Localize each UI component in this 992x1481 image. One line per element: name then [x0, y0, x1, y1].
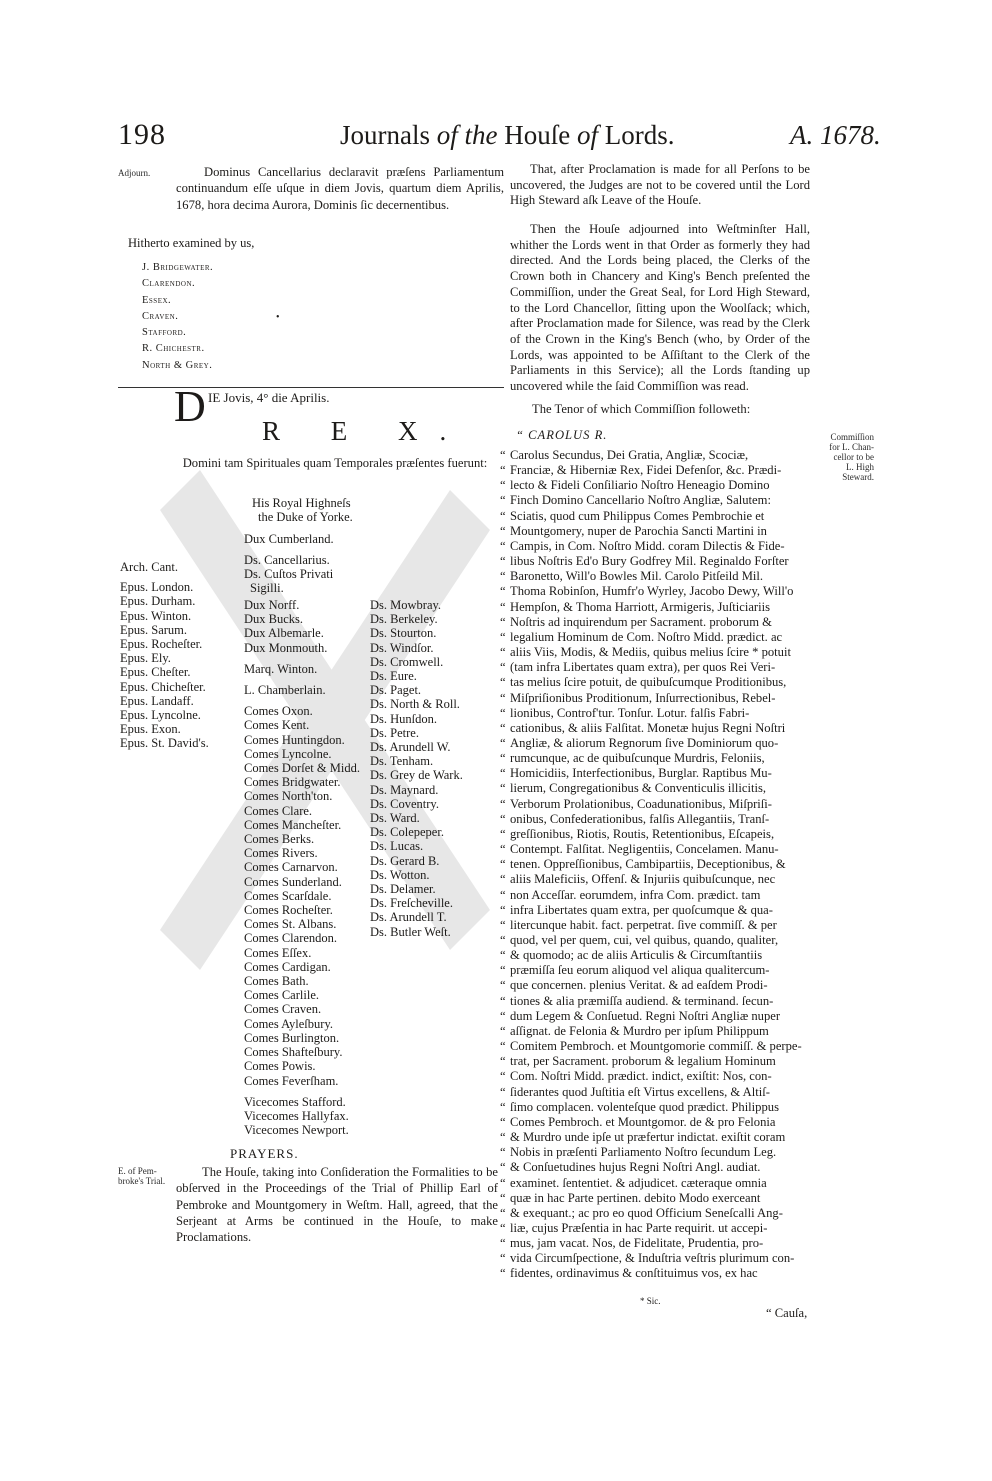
earl: Comes Scarſdale. — [244, 888, 332, 903]
drop-cap: D — [174, 382, 206, 431]
commission-line-text: Com. Noſtri Midd. prædict. indict, exiſtit: Nos, con- — [510, 1069, 772, 1084]
commission-line — [500, 1160, 812, 1175]
footnote: * Sic. — [640, 1296, 661, 1306]
earl: Comes Berks. — [244, 832, 315, 847]
commission-line — [500, 645, 812, 660]
quote-mark: “ — [500, 993, 506, 1008]
commission-line — [500, 448, 812, 463]
baron: Ds. Windſor. — [370, 640, 434, 655]
quote-mark: “ — [500, 448, 506, 462]
commission-line-text: onibus, Confederationibus, falſis Allegantiis, Tranſ- — [510, 811, 770, 826]
title-journals: Journals — [340, 120, 430, 150]
commission-line — [500, 615, 812, 630]
commission-line — [500, 1221, 812, 1236]
commission-line — [500, 857, 812, 872]
quote-mark: “ — [500, 766, 506, 781]
quote-mark: “ — [500, 978, 506, 993]
margin-commission-line-5: Steward. — [842, 472, 874, 482]
signature-3: Essex. — [142, 294, 172, 306]
quote-mark: “ — [500, 690, 506, 705]
quote-mark: “ — [500, 463, 506, 478]
baron: Ds. Maynard. — [370, 782, 439, 797]
quote-mark: “ — [500, 887, 506, 902]
carolus-heading: “ CAROLUS R. — [516, 428, 608, 442]
commission-line-text: Angliæ, & aliorum Regnorum ſive Dominiorum quo- — [510, 735, 779, 750]
quote-mark: “ — [500, 1039, 506, 1054]
commission-line — [500, 554, 812, 569]
quote-mark: “ — [500, 554, 506, 569]
commission-line-text: quod, vel per quem, cui, vel quibus, quando, qualiter, — [510, 933, 779, 947]
commission-line — [500, 539, 812, 554]
commission-line — [500, 1236, 812, 1251]
quote-mark: “ — [500, 917, 506, 932]
bishop: Epus. Durham. — [120, 594, 196, 609]
quote-mark: “ — [500, 1160, 506, 1175]
commission-line — [500, 948, 812, 963]
signature-6: R. Chichestr. — [142, 343, 205, 355]
baron: Ds. Butler Weſt. — [370, 924, 451, 939]
commission-line — [500, 463, 812, 478]
quote-mark: “ — [500, 781, 506, 796]
commission-line — [500, 1251, 812, 1266]
bishop: Epus. Ely. — [120, 651, 171, 666]
commission-line — [500, 478, 812, 493]
custos-line-2: Sigilli. — [250, 581, 284, 596]
quote-mark: “ — [500, 1205, 506, 1220]
quote-mark: “ — [500, 523, 506, 538]
quote-mark: “ — [500, 811, 506, 826]
baron: Ds. Mowbray. — [370, 598, 442, 612]
quote-mark: “ — [500, 1084, 506, 1099]
running-title — [340, 120, 675, 151]
quote-mark: “ — [500, 478, 506, 493]
commission-line — [500, 1266, 812, 1281]
right-paragraph-1: That, after Proclamation is made for all Perſons to be uncovered, the Judges are not to be covered until the Lord High Steward aſk Leave of the Houſe. — [510, 162, 810, 208]
signature-4: Craven. — [142, 310, 179, 322]
earl: Comes Ayleſbury. — [244, 1016, 334, 1031]
commission-line-text: liæ, cujus Præſentia in hac Parte requirit. ut accepi- — [510, 1220, 768, 1235]
commission-line — [500, 524, 812, 539]
viscount: Vicecomes Newport. — [244, 1123, 349, 1138]
commission-line-text: lionibus, Controf'tur. Tonſur. Lotur. falſis Fabri- — [510, 705, 750, 720]
commission-line-text: tas melius ſcire potuit, de quibuſcumque Proditionibus, — [510, 675, 787, 690]
commission-line — [500, 1069, 812, 1084]
commission-line-text: que concernen. plenius Veritat. & ad eaſdem Prodi- — [510, 978, 768, 993]
earl: Comes Powis. — [244, 1059, 316, 1074]
commission-line — [500, 630, 812, 645]
earl: Comes Burlington. — [244, 1030, 340, 1045]
commission-line-text: Contempt. Falſitat. Negligentiis, Concelamen. Manu- — [510, 842, 779, 857]
quote-mark: “ — [500, 660, 506, 675]
stray-mark: • — [276, 312, 280, 323]
commission-line-text: Homicidiis, Interfectionibus, Burglar. Raptibus Mu- — [510, 766, 772, 781]
quote-mark: “ — [500, 1175, 506, 1190]
quote-mark: “ — [500, 599, 506, 614]
commission-line — [500, 903, 812, 918]
commission-line-text: mus, jam vacat. Nos, de Fidelitate, Prudentia, pro- — [510, 1236, 764, 1251]
baron: Ds. Stourton. — [370, 626, 437, 641]
royal-line-2: the Duke of Yorke. — [258, 510, 353, 525]
earl: Comes Bridgwater. — [244, 775, 341, 790]
baron: Ds. Lucas. — [370, 839, 424, 854]
commission-line-text: infra Libertates quam extra, per quoſcumque & qua- — [510, 902, 773, 917]
quote-mark: “ — [500, 963, 506, 978]
earl: Comes Carnarvon. — [244, 860, 338, 875]
bishops-column — [120, 560, 209, 751]
commission-line — [500, 933, 812, 948]
earl: Comes Carlile. — [244, 988, 319, 1003]
margin-commission-line-3: cellor to be — [833, 452, 874, 462]
bishop: Epus. Cheſter. — [120, 665, 191, 680]
commission-line-text: Campis, in Com. Noſtro Midd. coram Dilectis & Fide- — [510, 538, 785, 553]
margin-commission — [816, 432, 874, 482]
commission-line-text: (tam infra Libertates quam extra), per quos Rei Veri- — [510, 660, 776, 675]
cancellarius: Ds. Cancellarius. — [244, 553, 330, 567]
commission-line — [500, 675, 812, 690]
baron: Ds. Berkeley. — [370, 612, 438, 627]
bishop: Epus. Chicheſter. — [120, 679, 206, 694]
quote-mark: “ — [500, 1008, 506, 1023]
title-house: Houſe — [504, 120, 571, 150]
commission-line — [500, 1100, 812, 1115]
earl: Comes St. Albans. — [244, 917, 337, 932]
quote-mark: “ — [500, 1145, 506, 1160]
prayers-paragraph: The Houſe, taking into Conſideration the Formalities to be obſerved in the Proceedings of the Trial of Phillip Earl of Pembroke and Mountgomery in Weſtm. Hall, agreed, that the Serjeant at Arms be continued in the Houſe, to make Proclamations. — [176, 1165, 498, 1245]
quote-mark: “ — [500, 508, 506, 523]
royal-block — [252, 496, 353, 524]
bishop: Arch. Cant. — [120, 560, 178, 574]
earl: Comes Huntingdon. — [244, 732, 345, 747]
baron: Ds. Colepeper. — [370, 825, 444, 840]
commission-line — [500, 660, 812, 675]
earl: Comes Feverſham. — [244, 1073, 339, 1088]
commission-line-text: cationibus, & aliis Falſitat. Monetæ hujus Regni Noſtri — [510, 720, 786, 735]
rex-heading: R E X. — [262, 416, 469, 446]
signature-7: North & Grey. — [142, 359, 213, 371]
earl: Comes Eſſex. — [244, 945, 312, 960]
commission-line-text: aliis Viis, Modis, & Mediis, quibus melius ſcire * potuit — [510, 645, 791, 660]
commission-line-text: libus Noſtris Ed'o Bury Godfrey Mil. Reginaldo Forſter — [510, 554, 789, 569]
title-lords: Lords. — [604, 120, 675, 150]
title-of: of — [576, 120, 598, 150]
dux-cumberland: Dux Cumberland. — [244, 532, 334, 546]
baron: Ds. Arundell T. — [370, 910, 447, 925]
tenor-line: The Tenor of which Commiſſion followeth: — [532, 402, 751, 416]
commission-line-text: dum Legem & Conſuetud. Regni Noſtri Angliæ nuper — [510, 1008, 781, 1023]
commission-line — [500, 1206, 812, 1221]
commission-line-text: & quomodo; ac de aliis Articulis & Circumſtantiis — [510, 948, 763, 963]
signature-1: J. Bridgewater. — [142, 262, 214, 273]
bishop: Epus. Exon. — [120, 722, 181, 737]
commission-line-text: aſſignat. de Felonia & Murdro per ipſum Philippum — [510, 1023, 769, 1038]
commission-line-text: & Conſuetudines hujus Regni Noſtri Angl. audiat. — [510, 1160, 761, 1175]
commission-line-text: Hempſon, & Thoma Harriott, Armigeris, Juſticiariis — [510, 599, 770, 614]
commission-line-text: Comes Pembroch. et Mountgomor. de & pro Felonia — [510, 1114, 776, 1129]
commission-line-text: Verborum Prolationibus, Coadunationibus, Miſpriſi- — [510, 796, 773, 811]
quote-mark: “ — [500, 645, 506, 660]
commission-line — [500, 751, 812, 766]
commission-line-text: tenen. Oppreſſionibus, Cambipartiis, Deceptionibus, & — [510, 857, 786, 872]
margin-commission-line-1: Commiſſion — [830, 432, 874, 442]
commission-line — [500, 797, 812, 812]
quote-mark: “ — [500, 842, 506, 857]
margin-trial-line-1: E. of Pem- — [118, 1166, 157, 1176]
quote-mark: “ — [500, 826, 506, 841]
commission-line-text: Nobis in præſenti Parliamento Noſtro ſecundum Leg. — [510, 1145, 777, 1160]
adjourn-paragraph: Dominus Cancellarius declaravit præſens Parliamentum continuandum eſſe uſque in diem Jovis, quartum diem Aprilis, 1678, hora decima Aurora, Dominis ſic decernentibus. — [176, 165, 504, 212]
commission-line-text: ſiderantes quod Juſtitia eſt Virtus excellens, & Altiſ- — [510, 1084, 770, 1099]
earl: Comes Lyncolne. — [244, 746, 332, 761]
baron: Ds. Delamer. — [370, 882, 436, 897]
margin-commission-line-4: L. High — [846, 462, 874, 472]
commission-line-text: fidentes, ordinavimus & conſtituimus vos, ex hac — [510, 1266, 758, 1281]
earl: Comes Rivers. — [244, 846, 318, 861]
baron: Ds. Eure. — [370, 669, 417, 684]
quote-mark: “ — [500, 1251, 506, 1266]
commission-line — [500, 1054, 812, 1069]
commission-line-text: greſſionibus, Riotis, Routis, Retentionibus, Eſcapeis, — [510, 826, 775, 841]
bishop: Epus. Rocheſter. — [120, 637, 203, 652]
earl: Comes Clarendon. — [244, 931, 338, 946]
commission-line — [500, 509, 812, 524]
commission-line-text: litercunque habit. fact. perpetrat. ſive commiſſ. & per — [510, 917, 777, 932]
commission-line — [500, 1176, 812, 1191]
title-of-the: of the — [436, 120, 498, 150]
commission-line — [500, 600, 812, 615]
catchword: “ Cauſa, — [766, 1306, 808, 1320]
bishop: Epus. Landaff. — [120, 693, 194, 708]
quote-mark: “ — [500, 872, 506, 887]
commission-line-text: examinet. ſententiet. & adjudicet. cæteraque omnia — [510, 1175, 767, 1190]
commission-line — [500, 1085, 812, 1100]
quote-mark: “ — [500, 1236, 506, 1251]
commission-line-text: Mountgomery, nuper de Parochia Sancti Martini in — [510, 523, 767, 538]
quote-mark: “ — [500, 614, 506, 629]
commission-line-text: Noſtris ad inquirendum per Sacrament. proborum & — [510, 614, 772, 629]
bishop: Epus. London. — [120, 580, 194, 595]
commission-line — [500, 569, 812, 584]
running-year: A. 1678. — [790, 120, 881, 150]
viscount: Vicecomes Hallyfax. — [244, 1108, 349, 1123]
commission-line — [500, 1145, 812, 1160]
commission-line-text: Miſpriſionibus Proditionum, Inſurrectionibus, Rebel- — [510, 690, 776, 705]
margin-trial-line-2: broke's Trial. — [118, 1176, 166, 1186]
commission-line — [500, 1009, 812, 1024]
marquess: Marq. Winton. — [244, 661, 318, 676]
baron: Ds. North & Roll. — [370, 697, 460, 712]
barons-column — [370, 598, 463, 939]
earl: Comes Rocheſter. — [244, 903, 333, 918]
commission-line — [500, 1039, 812, 1054]
commission-line-text: aliis Maleficiis, Offenſ. & Injuriis quibuſcunque, nec — [510, 872, 776, 887]
commission-line — [500, 872, 812, 887]
baron: Ds. Petre. — [370, 725, 419, 740]
commission-line-text: rumcunque, ac de quibuſcunque Murdris, Feloniis, — [510, 751, 765, 766]
margin-adjourn: Adjourn. — [118, 168, 151, 178]
commission-line — [500, 827, 812, 842]
prayers-heading: PRAYERS. — [230, 1146, 299, 1161]
commission-line-text: Baronetto, Will'o Bowles Mil. Carolo Pitſeild Mil. — [510, 569, 764, 584]
quote-mark: “ — [500, 735, 506, 750]
commission-line — [500, 842, 812, 857]
quote-mark: “ — [500, 1266, 506, 1281]
baron: Ds. Coventry. — [370, 796, 439, 811]
commission-line — [500, 888, 812, 903]
chancellor-block — [244, 553, 333, 596]
baron: Ds. Wotton. — [370, 867, 430, 882]
commission-line-text: legalium Hominum de Com. Noſtro Midd. prædict. ac — [510, 629, 783, 644]
signature-list — [142, 260, 213, 374]
commission-line — [500, 584, 812, 599]
commission-line-text: Carolus Secundus, Dei Gratia, Angliæ, Scociæ, — [510, 448, 749, 462]
commission-line-text: trat, per Sacrament. proborum & legalium Hominum — [510, 1054, 776, 1069]
baron: Ds. Ward. — [370, 811, 420, 826]
quote-mark: “ — [500, 705, 506, 720]
commission-line-text: non Acceſſar. eorumdem, infra Com. prædict. tam — [510, 887, 761, 902]
custos-line-1: Ds. Cuſtos Privati — [244, 567, 334, 582]
commission-line-text: Franciæ, & Hiberniæ Rex, Fidei Defenſor, &c. Prædi- — [510, 463, 782, 478]
margin-trial — [118, 1166, 165, 1186]
temporal-lords-column — [244, 598, 360, 1137]
bishop: Epus. Sarum. — [120, 622, 188, 637]
quote-mark: “ — [500, 1220, 506, 1235]
commission-line-text: & Murdro unde ipſe ut præfertur indictat. exiſtit coram — [510, 1130, 786, 1145]
earl: Comes Shafteſbury. — [244, 1045, 343, 1060]
commission-line — [500, 1130, 812, 1145]
duke: Dux Albemarle. — [244, 626, 324, 641]
bishop: Epus. Lyncolne. — [120, 708, 201, 723]
commission-line — [500, 493, 812, 508]
commission-line-text: quæ in hac Parte pertinen. debito Modo exerceant — [510, 1190, 761, 1205]
commission-line — [500, 978, 812, 993]
commission-line — [500, 994, 812, 1009]
quote-mark: “ — [500, 720, 506, 735]
commission-line-text: Comitem Pembroch. et Mountgomorie commiſſ. & perpe- — [510, 1039, 802, 1054]
quote-mark: “ — [500, 629, 506, 644]
commission-line — [500, 1191, 812, 1206]
commission-line — [500, 706, 812, 721]
quote-mark: “ — [500, 538, 506, 553]
earl: Comes Mancheſter. — [244, 817, 342, 832]
quote-mark: “ — [500, 796, 506, 811]
commission-text — [500, 448, 812, 1282]
baron: Ds. Gerard B. — [370, 853, 440, 868]
commission-line-text: Thoma Robinſon, Humfr'o Wyrley, Jacobo Dewy, Will'o — [510, 584, 794, 599]
baron: Ds. Arundell W. — [370, 740, 451, 755]
commission-line — [500, 918, 812, 933]
examined-heading: Hitherto examined by us, — [128, 236, 255, 250]
baron: Ds. Freſcheville. — [370, 896, 453, 911]
earl: Comes Clare. — [244, 803, 313, 818]
commission-line-text: lierum, Congregationibus & Conventiculis illicitis, — [510, 781, 767, 796]
commission-line-text: Finch Domino Cancellario Noſtro Angliæ, Salutem: — [510, 493, 771, 508]
quote-mark: “ — [500, 493, 506, 508]
right-paragraph-2: Then the Houſe adjourned into Weſtminſter Hall, whither the Lords went in that Order as formerly they had directed. And the Lords being placed, the Clerks of the Crown both in Chancery and King's Bench preſented the Commiſſion, under the Great Seal, for Lord High Steward, to the Lord Chancellor, ſitting upon the Woolſack; which, after Proclamation made for Silence, was read by the Clerk of the Crown in the King's Bench (who, by Order of the Lords, was appointed to be Aſſiſtant to the Clerk of the Parliaments in this Service); all the Lords ſtanding up uncovered while the ſaid Commiſſion was read. — [510, 222, 810, 394]
quote-mark: “ — [500, 1069, 506, 1084]
quote-mark: “ — [500, 933, 506, 947]
quote-mark: “ — [500, 948, 506, 963]
commission-line-text: vida Circumſpectione, & Induſtria veſtris plurimum con- — [510, 1251, 795, 1266]
earl: Comes Craven. — [244, 1002, 322, 1017]
commission-line-text: Sciatis, quod cum Philippus Comes Pembrochie et — [510, 508, 765, 523]
earl: Comes Oxon. — [244, 704, 313, 719]
quote-mark: “ — [500, 569, 506, 584]
earl: Comes Cardigan. — [244, 959, 331, 974]
baron: Ds. Paget. — [370, 683, 422, 698]
earl: Comes Sunderland. — [244, 874, 342, 889]
quote-mark: “ — [500, 1054, 506, 1069]
domini-line: Domini tam Spirituales quam Temporales præſentes fuerunt: — [182, 456, 488, 470]
commission-line — [500, 736, 812, 751]
commission-line-text: lecto & Fideli Conſiliario Noſtro Heneagio Domino — [510, 478, 770, 493]
commission-line-text: tiones & alia præmiſſa audiend. & terminand. ſecun- — [510, 993, 774, 1008]
earl: Comes Dorſet & Midd. — [244, 761, 360, 776]
royal-line-1: His Royal Highneſs — [252, 496, 351, 510]
commission-line — [500, 721, 812, 736]
commission-line-text: ſimo complacen. volenteſque quod prædict. Philippus — [510, 1099, 779, 1114]
viscount: Vicecomes Stafford. — [244, 1094, 346, 1109]
quote-mark: “ — [500, 902, 506, 917]
quote-mark: “ — [500, 751, 506, 766]
commission-line — [500, 963, 812, 978]
bishop: Epus. St. David's. — [120, 736, 209, 751]
earl: Comes Bath. — [244, 974, 309, 989]
lord-chamberlain: L. Chamberlain. — [244, 683, 326, 698]
commission-line — [500, 766, 812, 781]
baron: Ds. Tenham. — [370, 754, 434, 769]
page-number: 198 — [118, 118, 166, 151]
quote-mark: “ — [500, 1023, 506, 1038]
quote-mark: “ — [500, 1099, 506, 1114]
earl: Comes North'ton. — [244, 789, 333, 804]
earl: Comes Kent. — [244, 718, 310, 733]
commission-line — [500, 1024, 812, 1039]
commission-line — [500, 691, 812, 706]
quote-mark: “ — [500, 857, 506, 872]
duke: Dux Norff. — [244, 598, 300, 612]
baron: Ds. Hunſdon. — [370, 711, 438, 726]
commission-line — [500, 812, 812, 827]
margin-commission-line-2: for L. Chan- — [829, 442, 874, 452]
signature-5: Stafford. — [142, 327, 187, 339]
quote-mark: “ — [500, 1114, 506, 1129]
signature-2: Clarendon. — [142, 278, 196, 290]
baron: Ds. Cromwell. — [370, 654, 444, 669]
bishop: Epus. Winton. — [120, 608, 192, 623]
quote-mark: “ — [500, 1190, 506, 1205]
session-date: IE Jovis, 4° die Aprilis. — [208, 390, 330, 405]
baron: Ds. Grey de Wark. — [370, 768, 463, 783]
quote-mark: “ — [500, 584, 506, 599]
commission-line — [500, 1115, 812, 1130]
commission-line-text: & exequant.; ac pro eo quod Officium Seneſcalli Ang- — [510, 1205, 783, 1220]
quote-mark: “ — [500, 675, 506, 690]
commission-line — [500, 781, 812, 796]
commission-line-text: præmiſſa ſeu eorum aliquod vel aliqua qualitercum- — [510, 963, 770, 978]
duke: Dux Monmouth. — [244, 640, 328, 655]
quote-mark: “ — [500, 1130, 506, 1145]
duke: Dux Bucks. — [244, 612, 304, 627]
